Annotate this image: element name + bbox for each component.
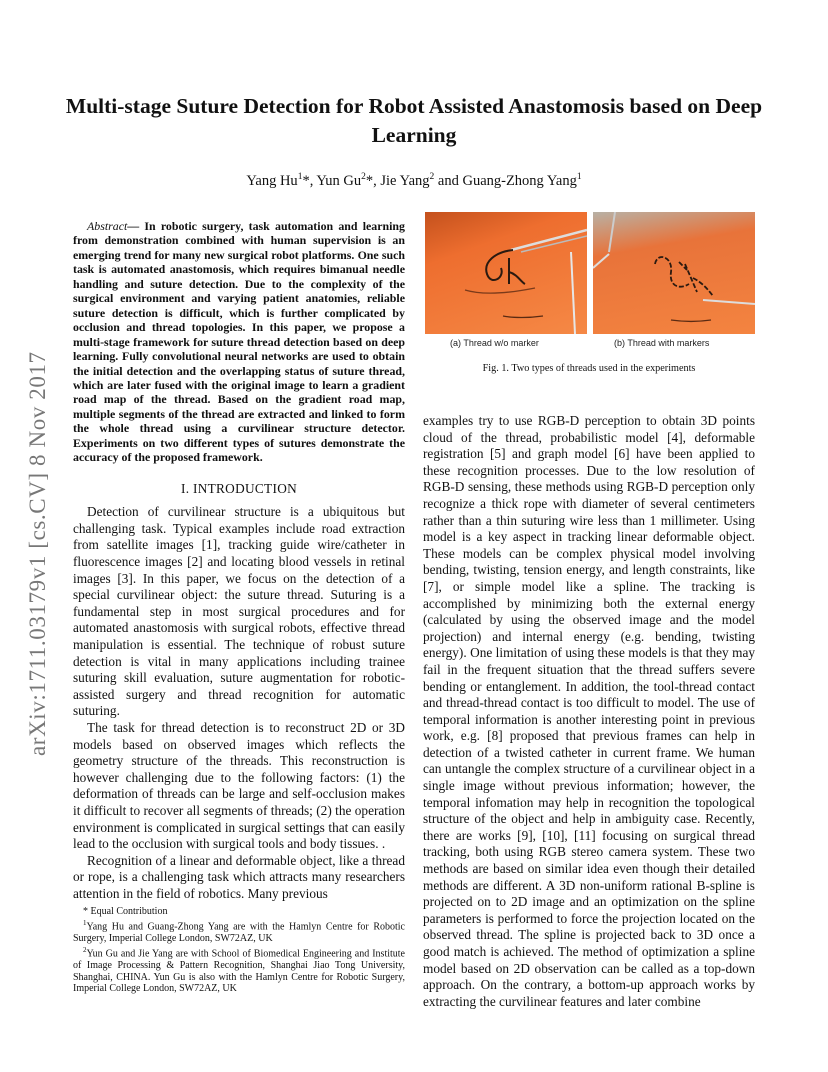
author-name: Yang Hu bbox=[246, 172, 298, 189]
author-list bbox=[0, 172, 828, 190]
author-name: Jie Yang bbox=[380, 172, 430, 189]
figure-image-thread-with-markers bbox=[593, 212, 755, 334]
paragraph: examples try to use RGB-D perception to obtain 3D points cloud of the thread, probabilistic model [4], deformable registration [5] and graph model [6] have been applied to these recognition processes. Due to the low resolution of RGB-D sensing, these methods using RGB-D perception only recognize a thick rope with diameter of several centimeters rather than a thin suturing wire less than 1 millimeter. Using model is a key aspect in tracking linear deformable object. These models can be complex physical model involving bending, twisting, tension energy, and length constraints, like [7], or simple model like a spline. The tracking is accomplished by minimizing both the external energy (calculated by using the observed image and the model projection) and internal energy (e.g. bending, twisting energy). One limitation of using these models is that they may fail in the frequent situation that the thread suffers severe bending or entanglement. In addition, the tool-thread contact and thread-thread contact is too difficult to model. The use of temporal information is another interesting point in previous work, e.g. [8] proposed that previous frames can help in detection of a twisted catheter in current frame. We human can untangle the complex structure of a curvilinear object in a single image without previous information; however, the temporal infomation may help in recognition the topological structure of the object and help in ambiguity case. Recently, there are works [9], [10], [11] focusing on surgical thread tracking, both using RGB stereo camera system. These two methods are based on similar idea even though their detailed methods are different. A 3D non-uniform rational B-spline is projected on to 2D image and an optimization on the spline parameters is performed to force the projection located on the observed thread. The spline is projected back to 3D once a good match is achieved. The method of optimization a spline model based on 2D observation can be called as a top-down approach. On the contrary, a bottom-up approach works by extracting the curvilinear features and later combine bbox=[423, 413, 755, 1009]
affiliation-mark: 2 bbox=[429, 172, 435, 182]
footnote-mark: 2 bbox=[83, 945, 87, 954]
author-separator: *, bbox=[302, 172, 317, 189]
affiliation-mark: 1 bbox=[576, 172, 582, 182]
footnote-2 bbox=[73, 945, 405, 996]
paragraph: Detection of curvilinear structure is a ubiquitous but challenging task. Typical examples include road extraction from satellite images [1], tracking guide wire/catheter in fluorescence images [2] and locating blood vessels in retinal images [3]. In this paper, we focus on the detection of a special curvilinear object: the suture thread. Suturing is a fundamental step in most surgical procedures and for automated anastomosis with surgical robots, effective thread manipulation is essential. The technique of robust suture detection is vital in many applications including trainee suturing skill evaluation, suture augmentation for robotic-assisted surgery and thread recognition for automatic suturing. bbox=[73, 504, 405, 719]
right-column bbox=[423, 413, 755, 1010]
footnotes bbox=[73, 906, 405, 995]
abstract bbox=[73, 219, 405, 465]
left-column bbox=[73, 219, 405, 903]
figure-image-thread-without-marker bbox=[425, 212, 587, 334]
author-name: Guang-Zhong Yang bbox=[462, 172, 577, 189]
footnote-equal: * Equal Contribution bbox=[83, 906, 168, 917]
arxiv-stamp: arXiv:1711.03179v1 [cs.CV] 8 Nov 2017 bbox=[25, 351, 50, 756]
author-name: Yun Gu bbox=[316, 172, 362, 189]
subcaption-b: (b) Thread with markers bbox=[614, 338, 710, 348]
affiliation-mark: 2 bbox=[361, 172, 366, 182]
subcaption-a: (a) Thread w/o marker bbox=[450, 338, 539, 348]
figure-caption: Fig. 1. Two types of threads used in the experiments bbox=[482, 363, 696, 374]
author-separator: *, bbox=[365, 172, 381, 189]
footnote-text: Yun Gu and Jie Yang are with School of Biomedical Engineering and Institute of Image Processing & Pattern Recognition, Shanghai Jiao Tong University, Shanghai, CHINA. Yun Gu is also with the Hamlyn Centre for Robotic Surgery, Imperial College London, SW72AZ, UK bbox=[73, 948, 405, 995]
abstract-text: — In robotic surgery, task automation and learning from demonstration combined with human supervision is an emerging trend for many new surgical robot platforms. One such task is automated anastomosis, which requires bimanual needle handling and suture detection. Due to the complexity of the surgical environment and varying patient anatomies, reliable suture detection is difficult, which is further complicated by occlusion and thread topologies. In this paper, we propose a multi-stage framework for suture thread detection based on deep learning. Fully convolutional neural networks are used to obtain the initial detection and the overlapping status of suture thread, which are later fused with the original image to learn a gradient road map of the thread. Based on the gradient road map, multiple segments of the thread are extracted and linked to form the whole thread using a curvilinear structure detector. Experiments on two different types of sutures demonstrate the accuracy of the proposed framework. bbox=[73, 219, 405, 465]
footnote-mark: 1 bbox=[83, 918, 87, 927]
paragraph: The task for thread detection is to reconstruct 2D or 3D models based on observed images which reflects the geometry structure of the threads. This reconstruction is however challenging due to the following factors: (1) the deformation of threads can be large and self-occlusion makes it difficult to recover all segments of threads; (2) the operation environment is complicated in surgical settings that can easily lead to the occlusion with surgical tools and body tissues. . bbox=[73, 720, 405, 852]
footnote-text: Yang Hu and Guang-Zhong Yang are with the Hamlyn Centre for Robotic Surgery, Imperial College London, SW72AZ, UK bbox=[73, 921, 405, 944]
section-heading: I. INTRODUCTION bbox=[180, 480, 298, 496]
abstract-lead: Abstract bbox=[87, 219, 128, 233]
paper-title: Multi-stage Suture Detection for Robot Assisted Anastomosis based on Deep Learning bbox=[65, 94, 763, 147]
footnote-1 bbox=[73, 918, 405, 945]
affiliation-mark: 1 bbox=[297, 172, 303, 182]
figure-1 bbox=[425, 212, 755, 334]
author-separator: and bbox=[434, 172, 463, 189]
paragraph: Recognition of a linear and deformable object, like a thread or rope, is a challenging task which attracts many researchers attention in the field of robotics. Many previous bbox=[73, 852, 405, 901]
